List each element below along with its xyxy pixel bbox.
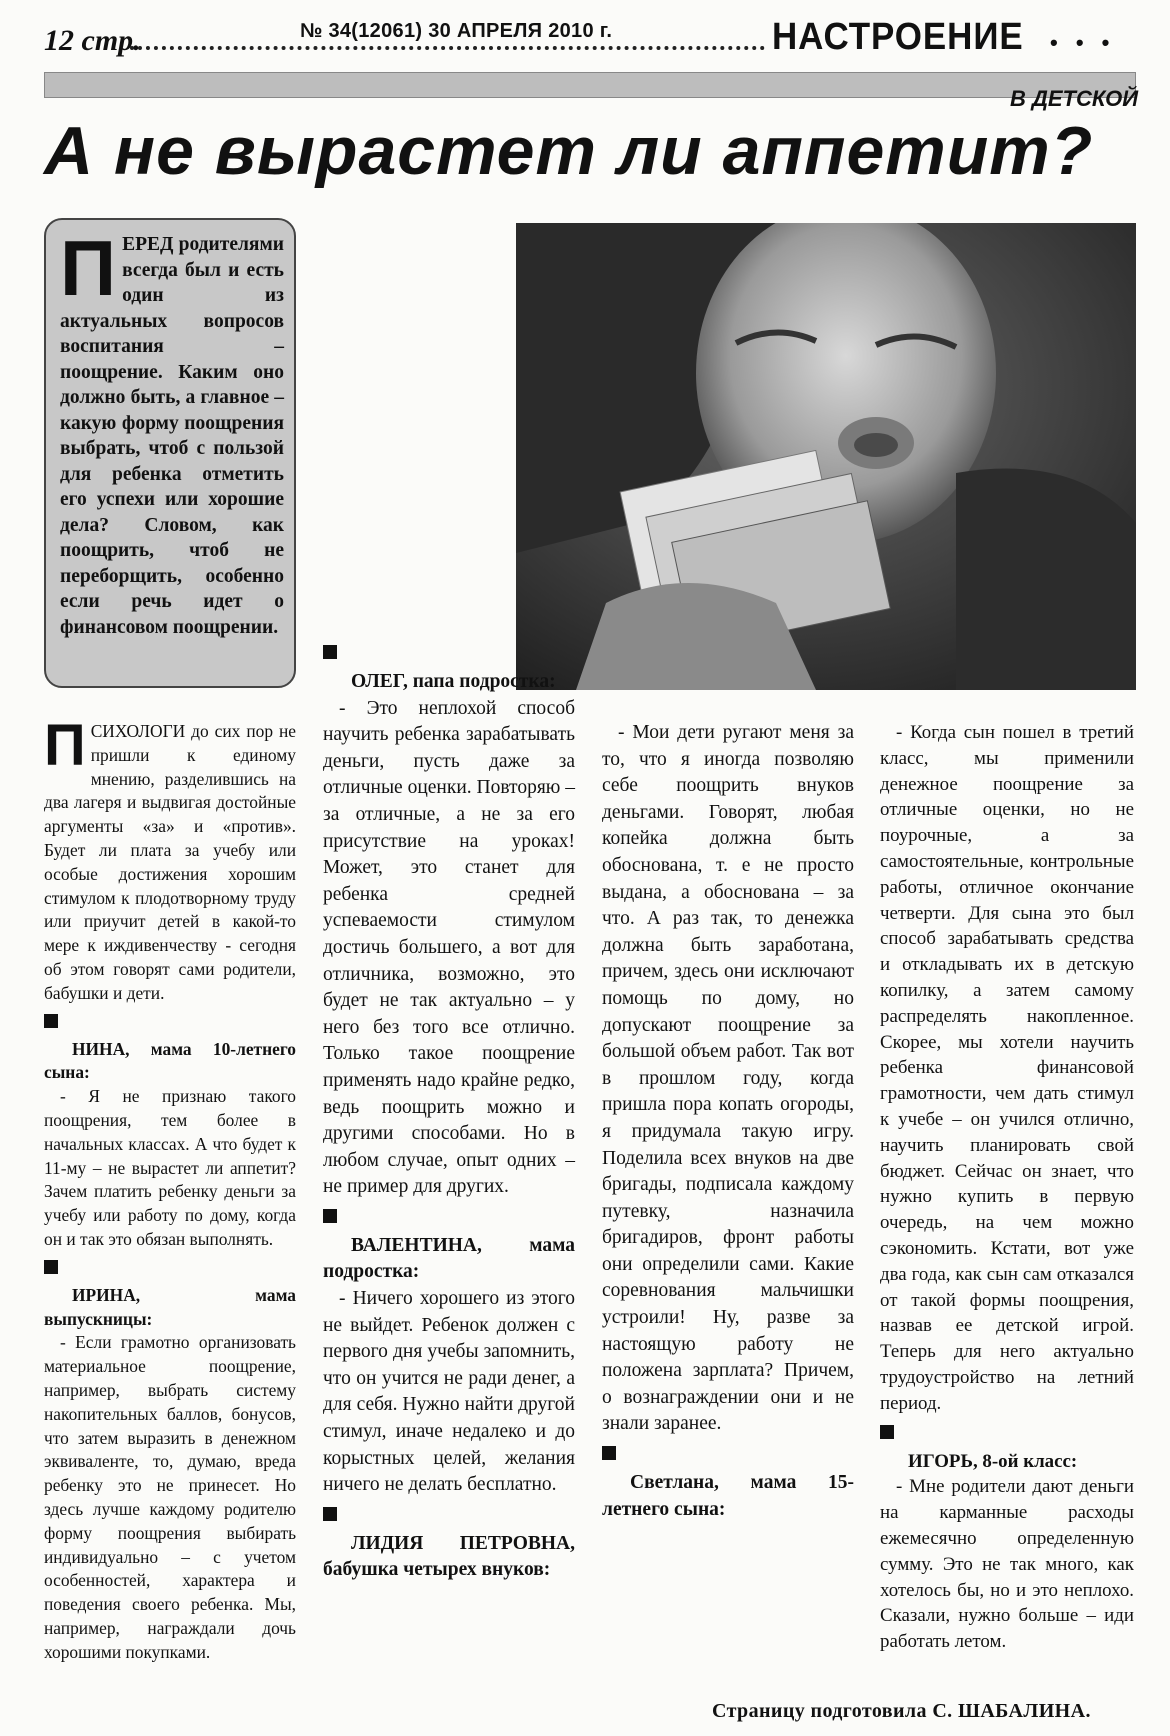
girl-with-banknotes-photo-icon — [516, 223, 1136, 690]
speaker-valentina: ВАЛЕНТИНА, мама подростка: — [323, 1234, 575, 1283]
page-credit: Страницу подготовила С. ШАБАЛИНА. — [712, 1700, 1091, 1722]
section-title: НАСТРОЕНИЕ — [772, 16, 1024, 58]
article-photo — [516, 223, 1136, 690]
intro-dropcap: П — [44, 713, 86, 778]
section-marker-icon — [602, 1446, 616, 1460]
quote-igor: - Мне родители дают деньги на карманные расходы ежемесячно определенную сумму. Это не так много, как хотелось бы, но и это неплохо. Сказали, нужно больше – иди работать летом. — [880, 1476, 1134, 1653]
header-grey-band — [44, 72, 1136, 98]
section-marker-icon — [323, 645, 337, 659]
rubric-label: В ДЕТСКОЙ — [1010, 86, 1139, 111]
article-headline: А не вырастет ли аппетит? — [44, 113, 1094, 189]
section-marker-icon — [880, 1425, 894, 1439]
article-column-4 — [880, 720, 1134, 1655]
article-column-2 — [323, 215, 575, 1584]
section-marker-icon — [323, 1507, 337, 1521]
quote-oleg: - Это неплохой способ научить ребенка зарабатывать деньги, пусть даже за отличные оценки. Повторяю – за отличные, а не за его присутствие на уроках! Может, это станет для ребенка средней успеваемости стимулом достичь большего, а вот для отличника, возможно, это будет не так актуально – у него без того все отлично. Только такое поощрение применять надо крайне редко, ведь поощрить можно и другими способами. Но в любом случае, опыт одних – не пример для других. — [323, 697, 575, 1198]
speaker-igor: ИГОРЬ, 8-ой класс: — [908, 1450, 1078, 1472]
speaker-nina: НИНА, мама 10-летнего сына: — [44, 1038, 296, 1083]
lead-text: ЕРЕД родителями всегда был и есть один из актуальных вопросов воспитания – поощрение. Каким оно должно быть, а главное – какую форму поощрения выбрать, чтоб с пользой для ребенка отметить его успехи или хорошие дела? Словом, как поощрить, чтоб не переборщить, особенно если речь идет о финансовом поощрении. — [60, 234, 284, 638]
issue-line: № 34(12061) 30 АПРЕЛЯ 2010 г. — [300, 20, 613, 42]
article-column-3 — [602, 720, 854, 1523]
speaker-oleg: ОЛЕГ, папа подростка: — [351, 671, 556, 692]
lead-box — [44, 218, 296, 688]
lead-dropcap: П — [60, 224, 117, 312]
quote-lidia: - Мои дети ругают меня за то, что я иногда позволяю себе поощрить внуков деньгами. Говорят, любая копейка должна быть обоснована, т. е не просто выдана, а обоснована – за что. А раз так, то денежка должна быть заработана, причем, здесь они исключают помощь по дому, но допускают поощрение за большой объем работ. Так вот в прошлом году, когда пришла пора копать огороды, я придумала такую игру. Поделила всех внуков на две бригады, подписала каждому путевку, назначила бригадиров, фронт работы они определили сами. Какие соревнования мальчишки устроили! Ну, разве за настоящую работу не положена зарплата? Причем, о вознаграждении они и не знали заранее. — [602, 722, 854, 1435]
speaker-svetlana: Светлана, мама 15-летнего сына: — [602, 1472, 854, 1520]
quote-valentina: - Ничего хорошего из этого не выйдет. Ребенок должен с первого дня учебы запомнить, что он учится не ради денег, а для себя. Нужно найти другой стимул, иначе недалеко и до корыстных целей, желания ничего не делать бесплатно. — [323, 1288, 575, 1496]
section-marker-icon — [323, 1209, 337, 1223]
quote-svetlana: - Когда сын пошел в третий класс, мы применили денежное поощрение за отличные оценки, но не поурочные, а за самостоятельные, контрольные работы, отличное окончание четверти. Для сына это был способ зарабатывать средства и откладывать их в детскую копилку, а затем самому распределять накопленное. Скорее, мы хотели научить ребенка финансовой грамотности, чем дать стимул к учебе – он учился отлично, научить планировать свой бюджет. Сейчас он знает, что нужно купить в первую очередь, на чем можно сэкономить. Кстати, вот уже два года, как сын сам отказался от такой формы поощрения, назвав ее детской игрой. Теперь для него актуально трудоустройство на летний период. — [880, 722, 1134, 1414]
speaker-irina: ИРИНА, мама выпускницы: — [44, 1284, 296, 1329]
section-dots: • • • — [1050, 30, 1116, 55]
article-column-1 — [44, 713, 296, 1664]
section-marker-icon — [44, 1014, 58, 1028]
header-dotted-rule — [130, 46, 765, 50]
section-marker-icon — [44, 1260, 58, 1274]
intro-text: СИХОЛОГИ до сих пор не пришли к единому мнению, разделившись на два лагеря и выдвигая достойные аргументы «за» и «против». Будет ли плата за учебу или особые достижения хорошим стимулом к плодотворному труду или приучит детей в какой-то мере к иждивенчеству - сегодня об этом говорят сами родители, бабушки и дети. — [44, 721, 296, 1003]
speaker-lidia: ЛИДИЯ ПЕТРОВНА, бабушка четырех внуков: — [323, 1532, 575, 1581]
quote-nina: - Я не признаю такого поощрения, тем более в начальных классах. А что будет к 11-му – не вырастет ли аппетит? Зачем платить ребенку деньги за учебу или работу по дому, когда он и так это обязан выполнять. — [44, 1086, 296, 1249]
page-number: 12 стр. — [44, 24, 141, 57]
quote-irina: - Если грамотно организовать материальное поощрение, например, выбрать систему накопительных баллов, бонусов, что затем выразить в денежном эквиваленте, то, думаю, вреда ребенку это не принесет. Но здесь лучше каждому родителю форму поощрения выбирать индивидуально – с учетом особенностей, характера и поведения своего ребенка. Мы, например, награждали дочь хорошими покупками. — [44, 1332, 296, 1662]
